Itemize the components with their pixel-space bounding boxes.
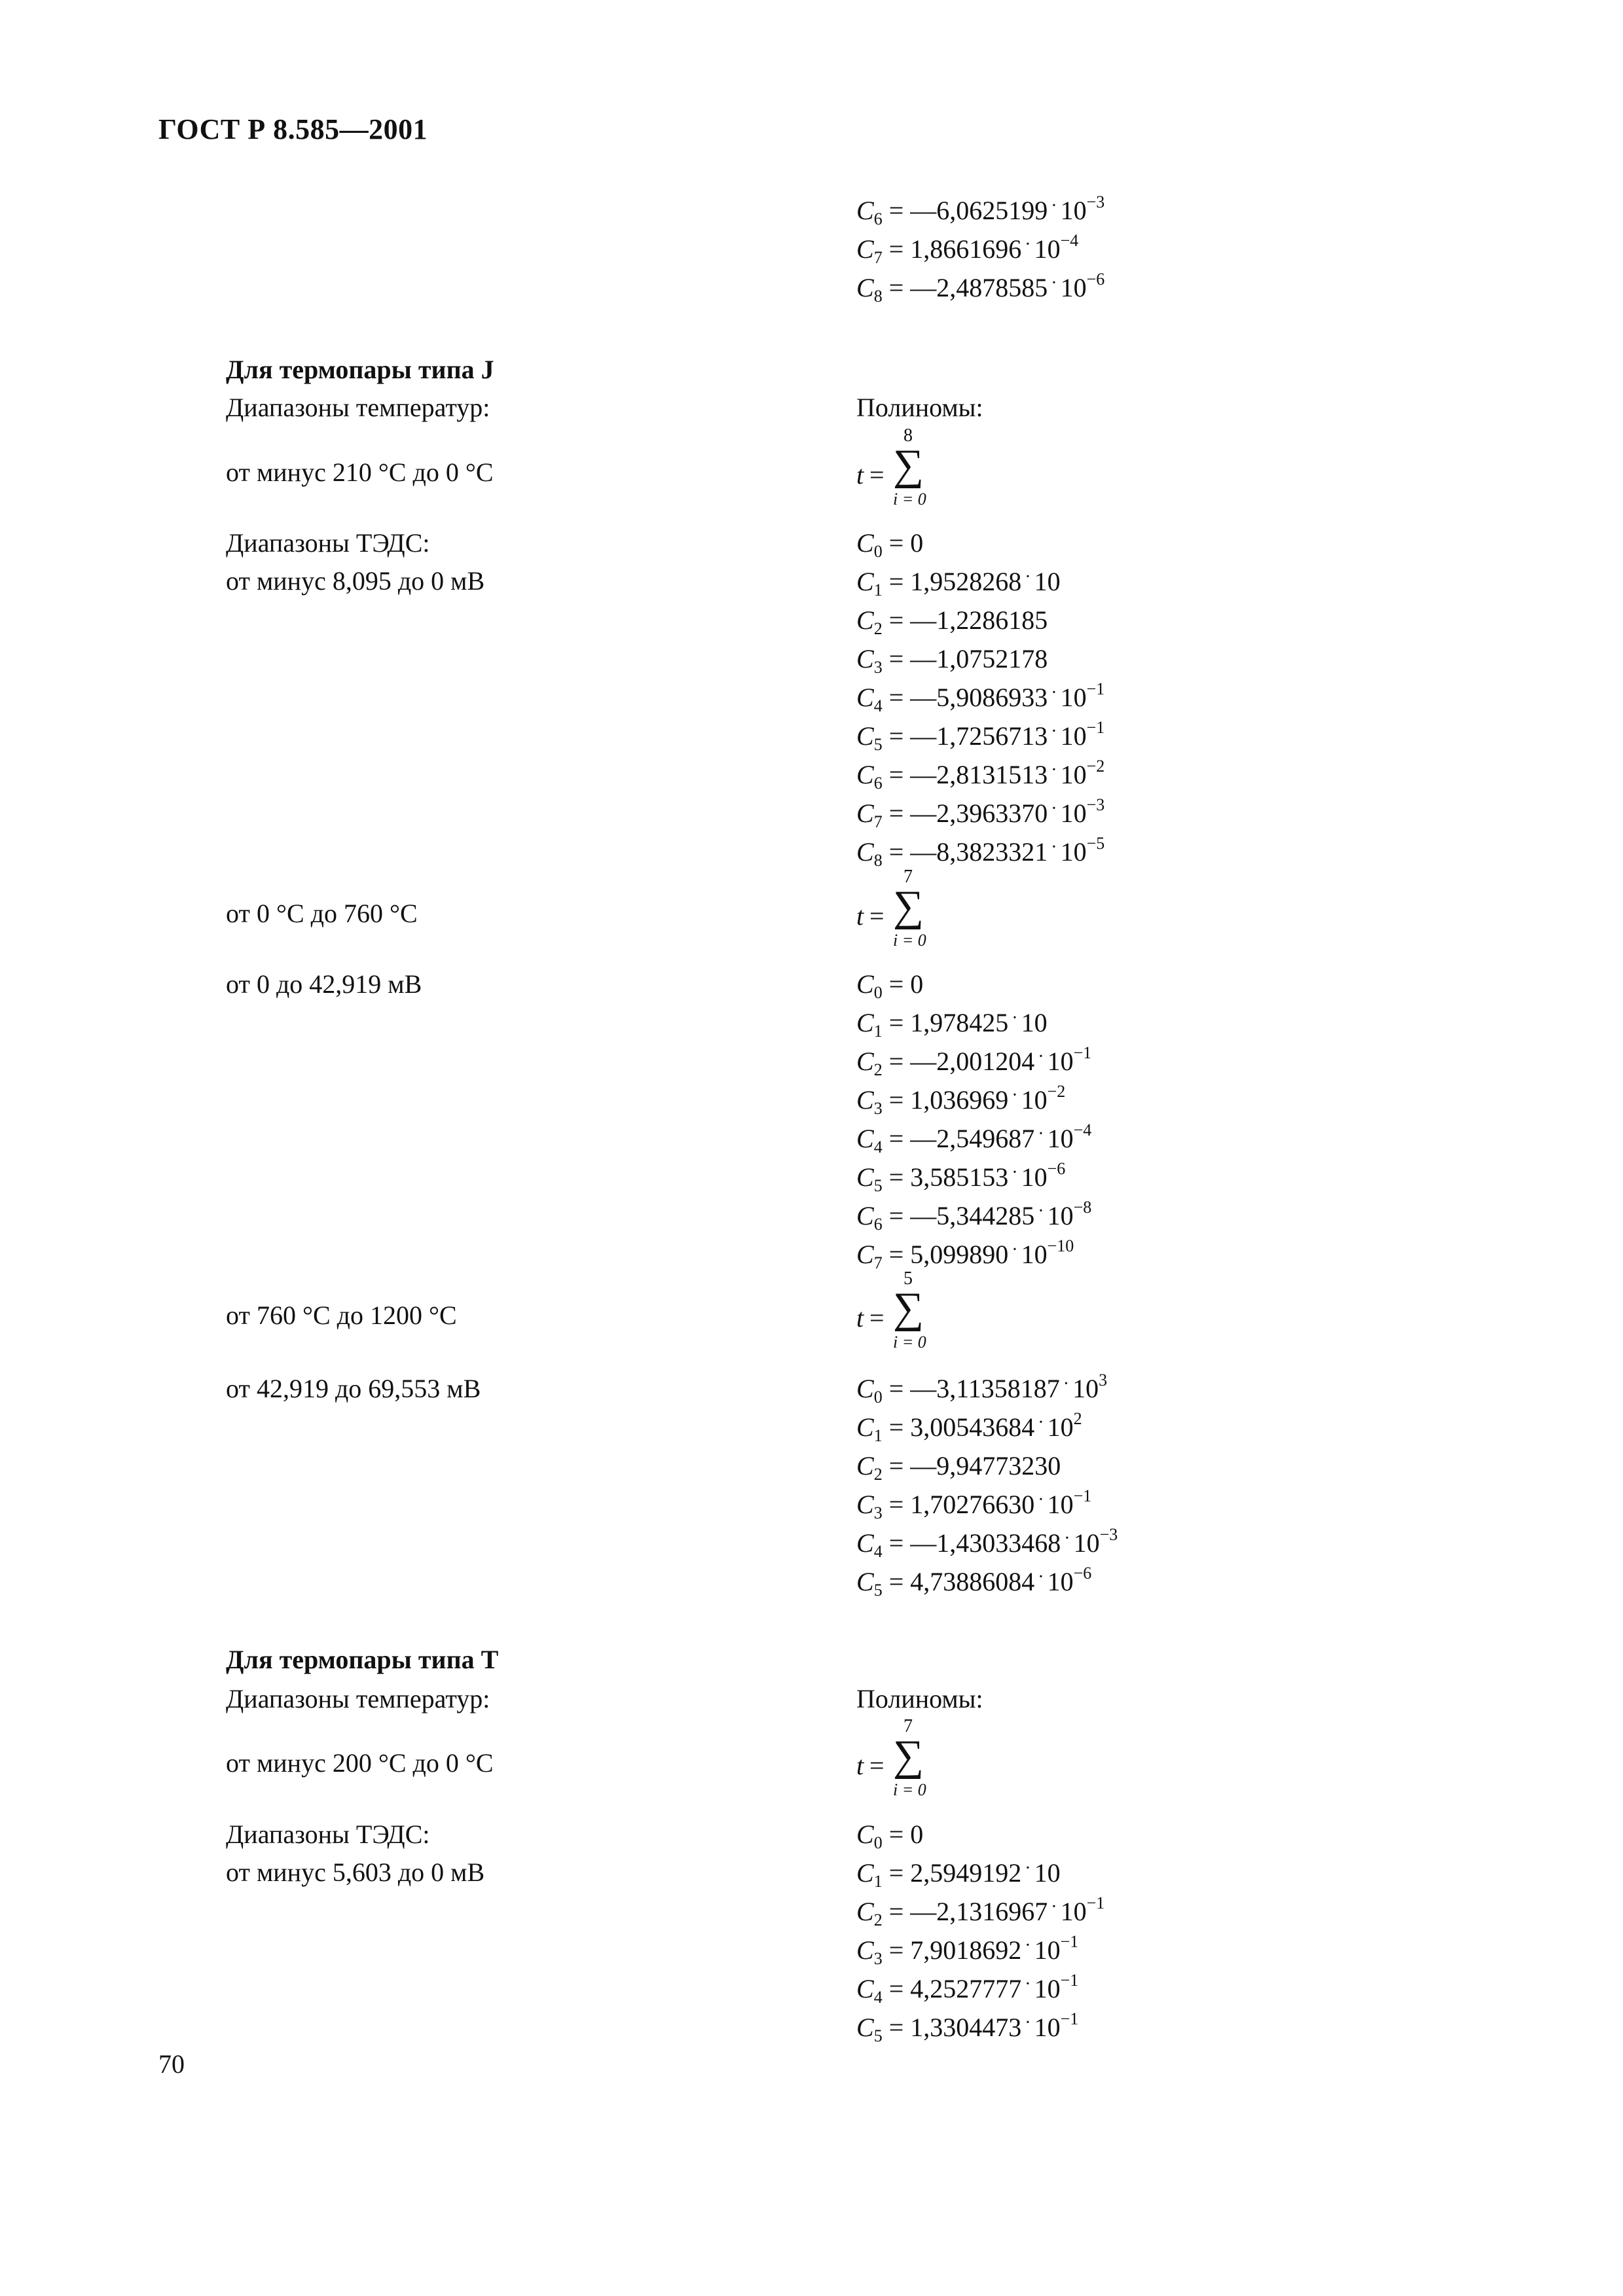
coefficient-value: —2,1316967 (910, 1897, 1048, 1926)
power-exponent: −6 (1073, 1564, 1092, 1583)
coefficient-row (856, 1008, 1048, 1041)
coefficient-value: 2,5949192 (910, 1858, 1022, 1888)
coefficient-row (856, 1971, 1079, 2007)
polynomials-label: Полиномы: (856, 1684, 983, 1713)
coefficient-row (856, 1893, 1105, 1929)
coefficient-row (856, 795, 1105, 831)
coefficient-row (856, 1525, 1118, 1561)
temperature-range: от 760 °С до 1200 °С (226, 1300, 457, 1330)
coefficient-value: —2,4878585 (910, 273, 1048, 302)
coefficient-symbol: C (856, 1162, 874, 1192)
multiplication-dot: · (1051, 196, 1057, 216)
coefficient-row (856, 1858, 1061, 1891)
coefficient-symbol: C (856, 969, 874, 999)
coefficient-symbol: C (856, 2013, 874, 2042)
coefficient-index: 3 (873, 1099, 883, 1118)
coefficient-symbol: C (856, 196, 874, 225)
coefficient-value: 0 (910, 1820, 924, 1849)
coefficient-symbol: C (856, 1412, 874, 1442)
equals-sign: = (882, 798, 911, 828)
formula-equals: = (869, 1303, 884, 1333)
power-base: 10 (1060, 798, 1087, 828)
coefficient-value: 4,2527777 (910, 1974, 1022, 2003)
sum-lower-limit: i = 0 (893, 1780, 926, 1799)
coefficient-value: 1,3304473 (910, 2013, 1022, 2042)
equals-sign: = (882, 196, 911, 225)
multiplication-dot: · (1025, 567, 1031, 587)
multiplication-dot: · (1038, 1201, 1044, 1221)
coefficient-row (856, 644, 1048, 677)
coefficient-index: 8 (873, 851, 883, 870)
equals-sign: = (882, 605, 911, 635)
power-base: 10 (1073, 1528, 1100, 1558)
power-exponent: −4 (1060, 231, 1079, 250)
coefficient-symbol: C (856, 760, 874, 789)
coefficient-symbol: C (856, 1124, 874, 1153)
coefficient-index: 5 (873, 1176, 883, 1195)
coefficient-value: —1,0752178 (910, 644, 1048, 673)
coefficient-value: —6,0625199 (910, 196, 1048, 225)
coefficient-symbol: C (856, 567, 874, 596)
multiplication-dot: · (1025, 1858, 1031, 1878)
coefficient-row (856, 1932, 1079, 1968)
coefficient-value: 1,70276630 (910, 1490, 1035, 1519)
equals-sign: = (882, 273, 911, 302)
power-exponent: −6 (1047, 1159, 1066, 1178)
coefficient-value: —8,3823321 (910, 837, 1048, 867)
power-base: 10 (1047, 1490, 1074, 1519)
multiplication-dot: · (1038, 1047, 1044, 1067)
formula-variable: t (856, 1303, 864, 1333)
coefficient-symbol: C (856, 1374, 874, 1403)
coefficient-row (856, 1121, 1092, 1157)
power-base: 10 (1047, 1047, 1074, 1076)
coefficient-row (856, 2009, 1079, 2045)
power-exponent: −2 (1047, 1082, 1066, 1101)
coefficient-row (856, 1564, 1092, 1600)
coefficient-row (856, 757, 1105, 793)
coefficient-symbol: C (856, 605, 874, 635)
multiplication-dot: · (1051, 837, 1057, 857)
multiplication-dot: · (1038, 1124, 1044, 1144)
emf-range: от минус 8,095 до 0 мВ (226, 566, 485, 596)
coefficient-value: 1,8661696 (910, 234, 1022, 264)
coefficient-row (856, 1043, 1092, 1079)
power-exponent: −5 (1086, 834, 1105, 853)
power-base: 10 (1060, 837, 1087, 867)
multiplication-dot: · (1012, 1085, 1018, 1105)
temperature-ranges-label: Диапазоны температур: (226, 393, 490, 422)
power-base: 10 (1034, 1974, 1061, 2003)
multiplication-dot: · (1012, 1240, 1018, 1260)
coefficient-index: 1 (873, 581, 883, 600)
coefficient-index: 2 (873, 1465, 883, 1484)
power-base: 10 (1060, 721, 1087, 751)
multiplication-dot: · (1051, 273, 1057, 293)
sum-formula (851, 1716, 1048, 1801)
coefficient-index: 0 (873, 1388, 883, 1407)
coefficient-symbol: C (856, 234, 874, 264)
sum-lower-limit: i = 0 (893, 490, 926, 509)
equals-sign: = (882, 1008, 911, 1037)
multiplication-dot: · (1051, 760, 1057, 780)
equals-sign: = (882, 1412, 911, 1442)
coefficient-value: —2,001204 (910, 1047, 1035, 1076)
formula-equals: = (869, 901, 884, 931)
power-exponent: −8 (1073, 1198, 1092, 1217)
equals-sign: = (882, 1451, 911, 1480)
power-base: 10 (1021, 1162, 1048, 1192)
power-base: 10 (1034, 234, 1061, 264)
coefficient-index: 6 (873, 209, 883, 228)
coefficient-row (856, 192, 1105, 228)
power-base: 10 (1034, 1858, 1061, 1888)
equals-sign: = (882, 1201, 911, 1230)
emf-range: от минус 5,603 до 0 мВ (226, 1857, 485, 1887)
coefficient-value: —2,8131513 (910, 760, 1048, 789)
emf-ranges-label: Диапазоны ТЭДС: (226, 1820, 430, 1849)
power-exponent: −3 (1099, 1525, 1118, 1544)
coefficient-symbol: C (856, 1490, 874, 1519)
coefficient-value: 4,73886084 (910, 1567, 1035, 1596)
power-base: 10 (1060, 760, 1087, 789)
section-heading-type-j: Для термопары типа J (226, 355, 494, 384)
sum-upper-limit: 7 (903, 867, 913, 887)
multiplication-dot: · (1012, 1008, 1018, 1028)
emf-ranges-label: Диапазоны ТЭДС: (226, 528, 430, 558)
equals-sign: = (882, 2013, 911, 2042)
power-exponent: −2 (1086, 757, 1105, 776)
coefficient-value: 1,978425 (910, 1008, 1009, 1037)
equals-sign: = (882, 1935, 911, 1965)
multiplication-dot: · (1025, 234, 1031, 255)
power-exponent: −1 (1073, 1043, 1092, 1062)
coefficient-symbol: C (856, 1240, 874, 1269)
coefficient-value: —1,7256713 (910, 721, 1048, 751)
equals-sign: = (882, 528, 911, 558)
formula-variable: t (856, 901, 864, 931)
coefficient-value: 5,099890 (910, 1240, 1009, 1269)
coefficient-value: 3,585153 (910, 1162, 1009, 1192)
multiplication-dot: · (1038, 1412, 1044, 1433)
coefficient-value: —2,549687 (910, 1124, 1035, 1153)
equals-sign: = (882, 1085, 911, 1115)
coefficient-index: 0 (873, 983, 883, 1002)
coefficient-value: 0 (910, 528, 924, 558)
coefficient-value: —9,94773230 (910, 1451, 1061, 1480)
equals-sign: = (882, 683, 911, 712)
coefficient-index: 7 (873, 1253, 883, 1272)
coefficient-row (856, 528, 924, 561)
coefficient-symbol: C (856, 1451, 874, 1480)
formula-equals: = (869, 460, 884, 490)
equals-sign: = (882, 1858, 911, 1888)
equals-sign: = (882, 1162, 911, 1192)
power-exponent: −4 (1073, 1121, 1092, 1139)
power-base: 10 (1060, 1897, 1087, 1926)
formula-variable: t (856, 1751, 864, 1780)
coefficient-row (856, 605, 1048, 638)
coefficient-row (856, 1159, 1066, 1195)
equals-sign: = (882, 1567, 911, 1596)
coefficient-symbol: C (856, 1935, 874, 1965)
coefficient-index: 2 (873, 619, 883, 638)
coefficient-value: 1,9528268 (910, 567, 1022, 596)
coefficient-row (856, 567, 1061, 600)
power-base: 10 (1034, 1935, 1061, 1965)
coefficient-value: —3,11358187 (910, 1374, 1060, 1403)
power-exponent: −1 (1086, 1893, 1105, 1912)
coefficient-index: 4 (873, 696, 883, 715)
sum-formula (851, 1268, 1048, 1354)
multiplication-dot: · (1051, 683, 1057, 703)
coefficient-symbol: C (856, 528, 874, 558)
equals-sign: = (882, 567, 911, 596)
coefficient-row (856, 718, 1105, 754)
equals-sign: = (882, 644, 911, 673)
power-base: 10 (1034, 2013, 1061, 2042)
equals-sign: = (882, 1528, 911, 1558)
coefficient-symbol: C (856, 683, 874, 712)
equals-sign: = (882, 969, 911, 999)
power-exponent: −3 (1086, 192, 1105, 211)
coefficient-symbol: C (856, 1567, 874, 1596)
power-base: 10 (1021, 1008, 1048, 1037)
multiplication-dot: · (1064, 1528, 1070, 1549)
coefficient-row (856, 1236, 1074, 1272)
formula-equals: = (869, 1751, 884, 1780)
multiplication-dot: · (1025, 1935, 1031, 1956)
equals-sign: = (882, 837, 911, 867)
coefficient-index: 1 (873, 1022, 883, 1041)
sum-lower-limit: i = 0 (893, 1333, 926, 1352)
coefficient-symbol: C (856, 1047, 874, 1076)
equals-sign: = (882, 1974, 911, 2003)
coefficient-symbol: C (856, 1820, 874, 1849)
coefficient-index: 6 (873, 1215, 883, 1234)
coefficient-index: 0 (873, 542, 883, 561)
coefficient-value: 0 (910, 969, 924, 999)
polynomials-label: Полиномы: (856, 393, 983, 422)
equals-sign: = (882, 1490, 911, 1519)
coefficient-row (856, 1820, 924, 1852)
coefficient-index: 3 (873, 658, 883, 677)
multiplication-dot: · (1063, 1374, 1070, 1394)
multiplication-dot: · (1025, 1974, 1031, 1994)
equals-sign: = (882, 760, 911, 789)
multiplication-dot: · (1051, 721, 1057, 742)
power-exponent: −1 (1060, 2009, 1079, 2028)
multiplication-dot: · (1051, 1897, 1057, 1917)
power-exponent: −3 (1086, 795, 1105, 814)
coefficient-row (856, 1409, 1082, 1445)
equals-sign: = (882, 234, 911, 264)
equals-sign: = (882, 1374, 911, 1403)
sigma-symbol: ∑ (893, 882, 924, 930)
power-exponent: −1 (1073, 1486, 1092, 1505)
coefficient-index: 3 (873, 1503, 883, 1522)
temperature-range: от 0 °С до 760 °С (226, 899, 418, 928)
equals-sign: = (882, 1124, 911, 1153)
coefficient-symbol: C (856, 1897, 874, 1926)
coefficient-symbol: C (856, 798, 874, 828)
emf-range: от 42,919 до 69,553 мВ (226, 1374, 481, 1403)
equals-sign: = (882, 721, 911, 751)
coefficient-symbol: C (856, 644, 874, 673)
multiplication-dot: · (1025, 2013, 1031, 2033)
power-exponent: −1 (1086, 679, 1105, 698)
coefficient-value: 3,00543684 (910, 1412, 1035, 1442)
coefficient-value: —5,9086933 (910, 683, 1048, 712)
coefficient-index: 3 (873, 1949, 883, 1968)
coefficient-row (856, 1198, 1092, 1234)
multiplication-dot: · (1038, 1490, 1044, 1510)
power-base: 10 (1072, 1374, 1099, 1403)
coefficient-value: 1,036969 (910, 1085, 1009, 1115)
multiplication-dot: · (1051, 798, 1057, 819)
power-base: 10 (1034, 567, 1061, 596)
coefficient-symbol: C (856, 721, 874, 751)
power-exponent: 3 (1099, 1371, 1108, 1390)
power-base: 10 (1047, 1567, 1074, 1596)
power-base: 10 (1021, 1085, 1048, 1115)
coefficient-index: 2 (873, 1910, 883, 1929)
sum-formula (851, 425, 1048, 511)
coefficient-index: 7 (873, 812, 883, 831)
coefficient-row (856, 1451, 1061, 1484)
coefficient-value: —5,344285 (910, 1201, 1035, 1230)
equals-sign: = (882, 1047, 911, 1076)
coefficient-symbol: C (856, 1085, 874, 1115)
sigma-symbol: ∑ (893, 441, 924, 489)
coefficient-row (856, 270, 1105, 306)
coefficient-symbol: C (856, 1974, 874, 2003)
power-exponent: −1 (1060, 1932, 1079, 1951)
coefficient-index: 8 (873, 287, 883, 306)
coefficient-index: 1 (873, 1872, 883, 1891)
coefficient-row (856, 1371, 1108, 1407)
coefficient-index: 0 (873, 1833, 883, 1852)
sigma-symbol: ∑ (893, 1732, 924, 1780)
coefficient-index: 5 (873, 735, 883, 754)
power-base: 10 (1047, 1412, 1074, 1442)
power-base: 10 (1060, 683, 1087, 712)
coefficient-symbol: C (856, 1528, 874, 1558)
sum-upper-limit: 8 (903, 425, 913, 446)
coefficient-index: 6 (873, 774, 883, 793)
coefficient-index: 1 (873, 1426, 883, 1445)
power-exponent: −10 (1047, 1236, 1074, 1255)
formula-variable: t (856, 460, 864, 490)
coefficient-index: 4 (873, 1138, 883, 1157)
coefficient-index: 4 (873, 1542, 883, 1561)
power-base: 10 (1021, 1240, 1048, 1269)
sum-lower-limit: i = 0 (893, 931, 926, 950)
power-exponent: −6 (1086, 270, 1105, 289)
coefficient-index: 5 (873, 1581, 883, 1600)
coefficient-symbol: C (856, 1201, 874, 1230)
sum-upper-limit: 7 (903, 1716, 913, 1736)
page-header: ГОСТ Р 8.585—2001 (158, 113, 428, 145)
temperature-range: от минус 210 °С до 0 °С (226, 457, 494, 487)
multiplication-dot: · (1038, 1567, 1044, 1587)
power-exponent: −1 (1086, 718, 1105, 737)
temperature-range: от минус 200 °С до 0 °С (226, 1748, 494, 1778)
power-exponent: −1 (1060, 1971, 1079, 1990)
coefficient-row (856, 231, 1079, 267)
multiplication-dot: · (1012, 1162, 1018, 1183)
coefficient-value: —1,43033468 (910, 1528, 1061, 1558)
coefficient-row (856, 1486, 1092, 1522)
power-base: 10 (1047, 1201, 1074, 1230)
coefficient-symbol: C (856, 837, 874, 867)
coefficient-symbol: C (856, 273, 874, 302)
temperature-ranges-label: Диапазоны температур: (226, 1684, 490, 1713)
coefficient-row (856, 969, 924, 1002)
emf-range: от 0 до 42,919 мВ (226, 969, 422, 999)
coefficient-row (856, 834, 1105, 870)
coefficient-row (856, 679, 1105, 715)
equals-sign: = (882, 1240, 911, 1269)
coefficient-row (856, 1082, 1066, 1118)
coefficient-index: 2 (873, 1060, 883, 1079)
coefficient-index: 4 (873, 1988, 883, 2007)
coefficient-symbol: C (856, 1008, 874, 1037)
power-base: 10 (1060, 196, 1087, 225)
sigma-symbol: ∑ (893, 1284, 924, 1332)
coefficient-value: —2,3963370 (910, 798, 1048, 828)
coefficient-value: 7,9018692 (910, 1935, 1022, 1965)
power-exponent: 2 (1073, 1409, 1082, 1428)
power-base: 10 (1060, 273, 1087, 302)
equals-sign: = (882, 1897, 911, 1926)
section-heading-type-t: Для термопары типа Т (226, 1645, 499, 1674)
coefficient-symbol: C (856, 1858, 874, 1888)
equals-sign: = (882, 1820, 911, 1849)
sum-upper-limit: 5 (903, 1268, 913, 1289)
coefficient-value: —1,2286185 (910, 605, 1048, 635)
power-base: 10 (1047, 1124, 1074, 1153)
sum-formula (851, 867, 1048, 952)
page-number: 70 (158, 2049, 185, 2079)
coefficient-index: 7 (873, 248, 883, 267)
coefficient-index: 5 (873, 2026, 883, 2045)
